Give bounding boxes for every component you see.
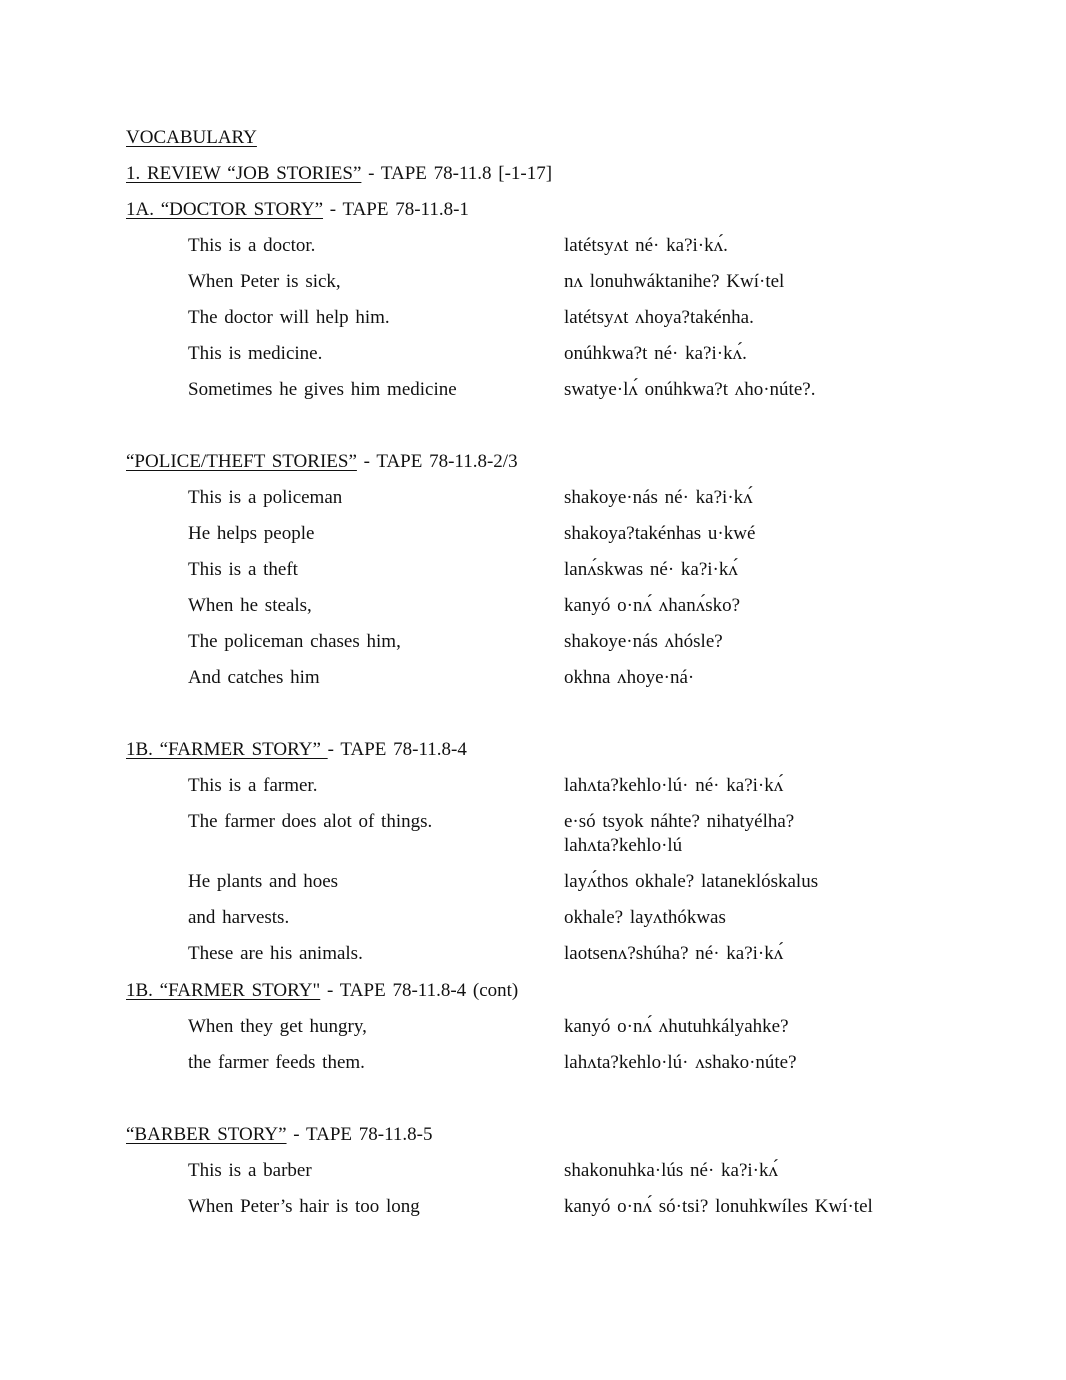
page-title: VOCABULARY bbox=[126, 127, 257, 148]
section-heading-farmer-cont: 1B. “FARMER STORY" - TAPE 78-11.8-4 (cont) bbox=[126, 980, 519, 1001]
section-heading-review: 1. REVIEW “JOB STORIES” - TAPE 78-11.8 [-1-17] bbox=[126, 163, 553, 184]
section-heading-farmer: 1B. “FARMER STORY” - TAPE 78-11.8-4 bbox=[126, 739, 467, 760]
document-page: VOCABULARY 1. REVIEW “JOB STORIES” - TAPE 78-11.8 [-1-17] 1A. “DOCTOR STORY” - TAPE 78-11.8-1 This is a doctor. latétsyʌt né· ka?i·kʌ́. When Peter is sick, nʌ lonuhwáktanihe? Kwí·tel The doctor will help him. latétsyʌt ʌhoya?takénha. This is medicine. onúhkwa?t né· ka?i·kʌ́. Sometimes he gives him medicine swatye·lʌ́ onúhkwa?t ʌho·núte?. “POLICE/THEFT STORIES” - TAPE 78-11.8-2/3 This is a policeman shakoye·nás né· ka?i·kʌ́ He helps people shakoya?takénhas u·kwé This is a theft lanʌ́skwas né· ka?i·kʌ́ When he steals, kanyó o·nʌ́ ʌhanʌ́sko? The policeman chases him, shakoye·nás ʌhósle? And catches him okhna ʌhoye·ná· 1B. “FARMER STORY” - TAPE 78-11.8-4 This is a farmer. lahʌta?kehlo·lú· né· ka?i·kʌ́ The farmer does alot of things. e·só tsyok náhte? nihatyélha? lahʌta?kehlo·lú He plants and hoes layʌ́thos okhale? lataneklóskalus and harvests. okhale? layʌthókwas These are his animals. laotsenʌ?shúha? né· ka?i·kʌ́ 1B. “FARMER STORY" - TAPE 78-11.8-4 (cont) When they get hungry, kanyó o·nʌ́ ʌhutuhkályahke? the farmer feeds them. lahʌta?kehlo·lú· ʌshako·núte? “BARBER STORY” - TAPE 78-11.8-5 This is a barber shakonuhka·lús né· ka?i·kʌ́ When Peter’s hair is too long kanyó o·nʌ́ só·tsi? lonuhkwíles Kwí·tel bbox=[126, 127, 873, 1217]
section-heading-barber: “BARBER STORY” - TAPE 78-11.8-5 bbox=[126, 1124, 433, 1145]
section-heading-police: “POLICE/THEFT STORIES” - TAPE 78-11.8-2/3 bbox=[126, 451, 518, 472]
section-heading-doctor: 1A. “DOCTOR STORY” - TAPE 78-11.8-1 bbox=[126, 199, 469, 220]
